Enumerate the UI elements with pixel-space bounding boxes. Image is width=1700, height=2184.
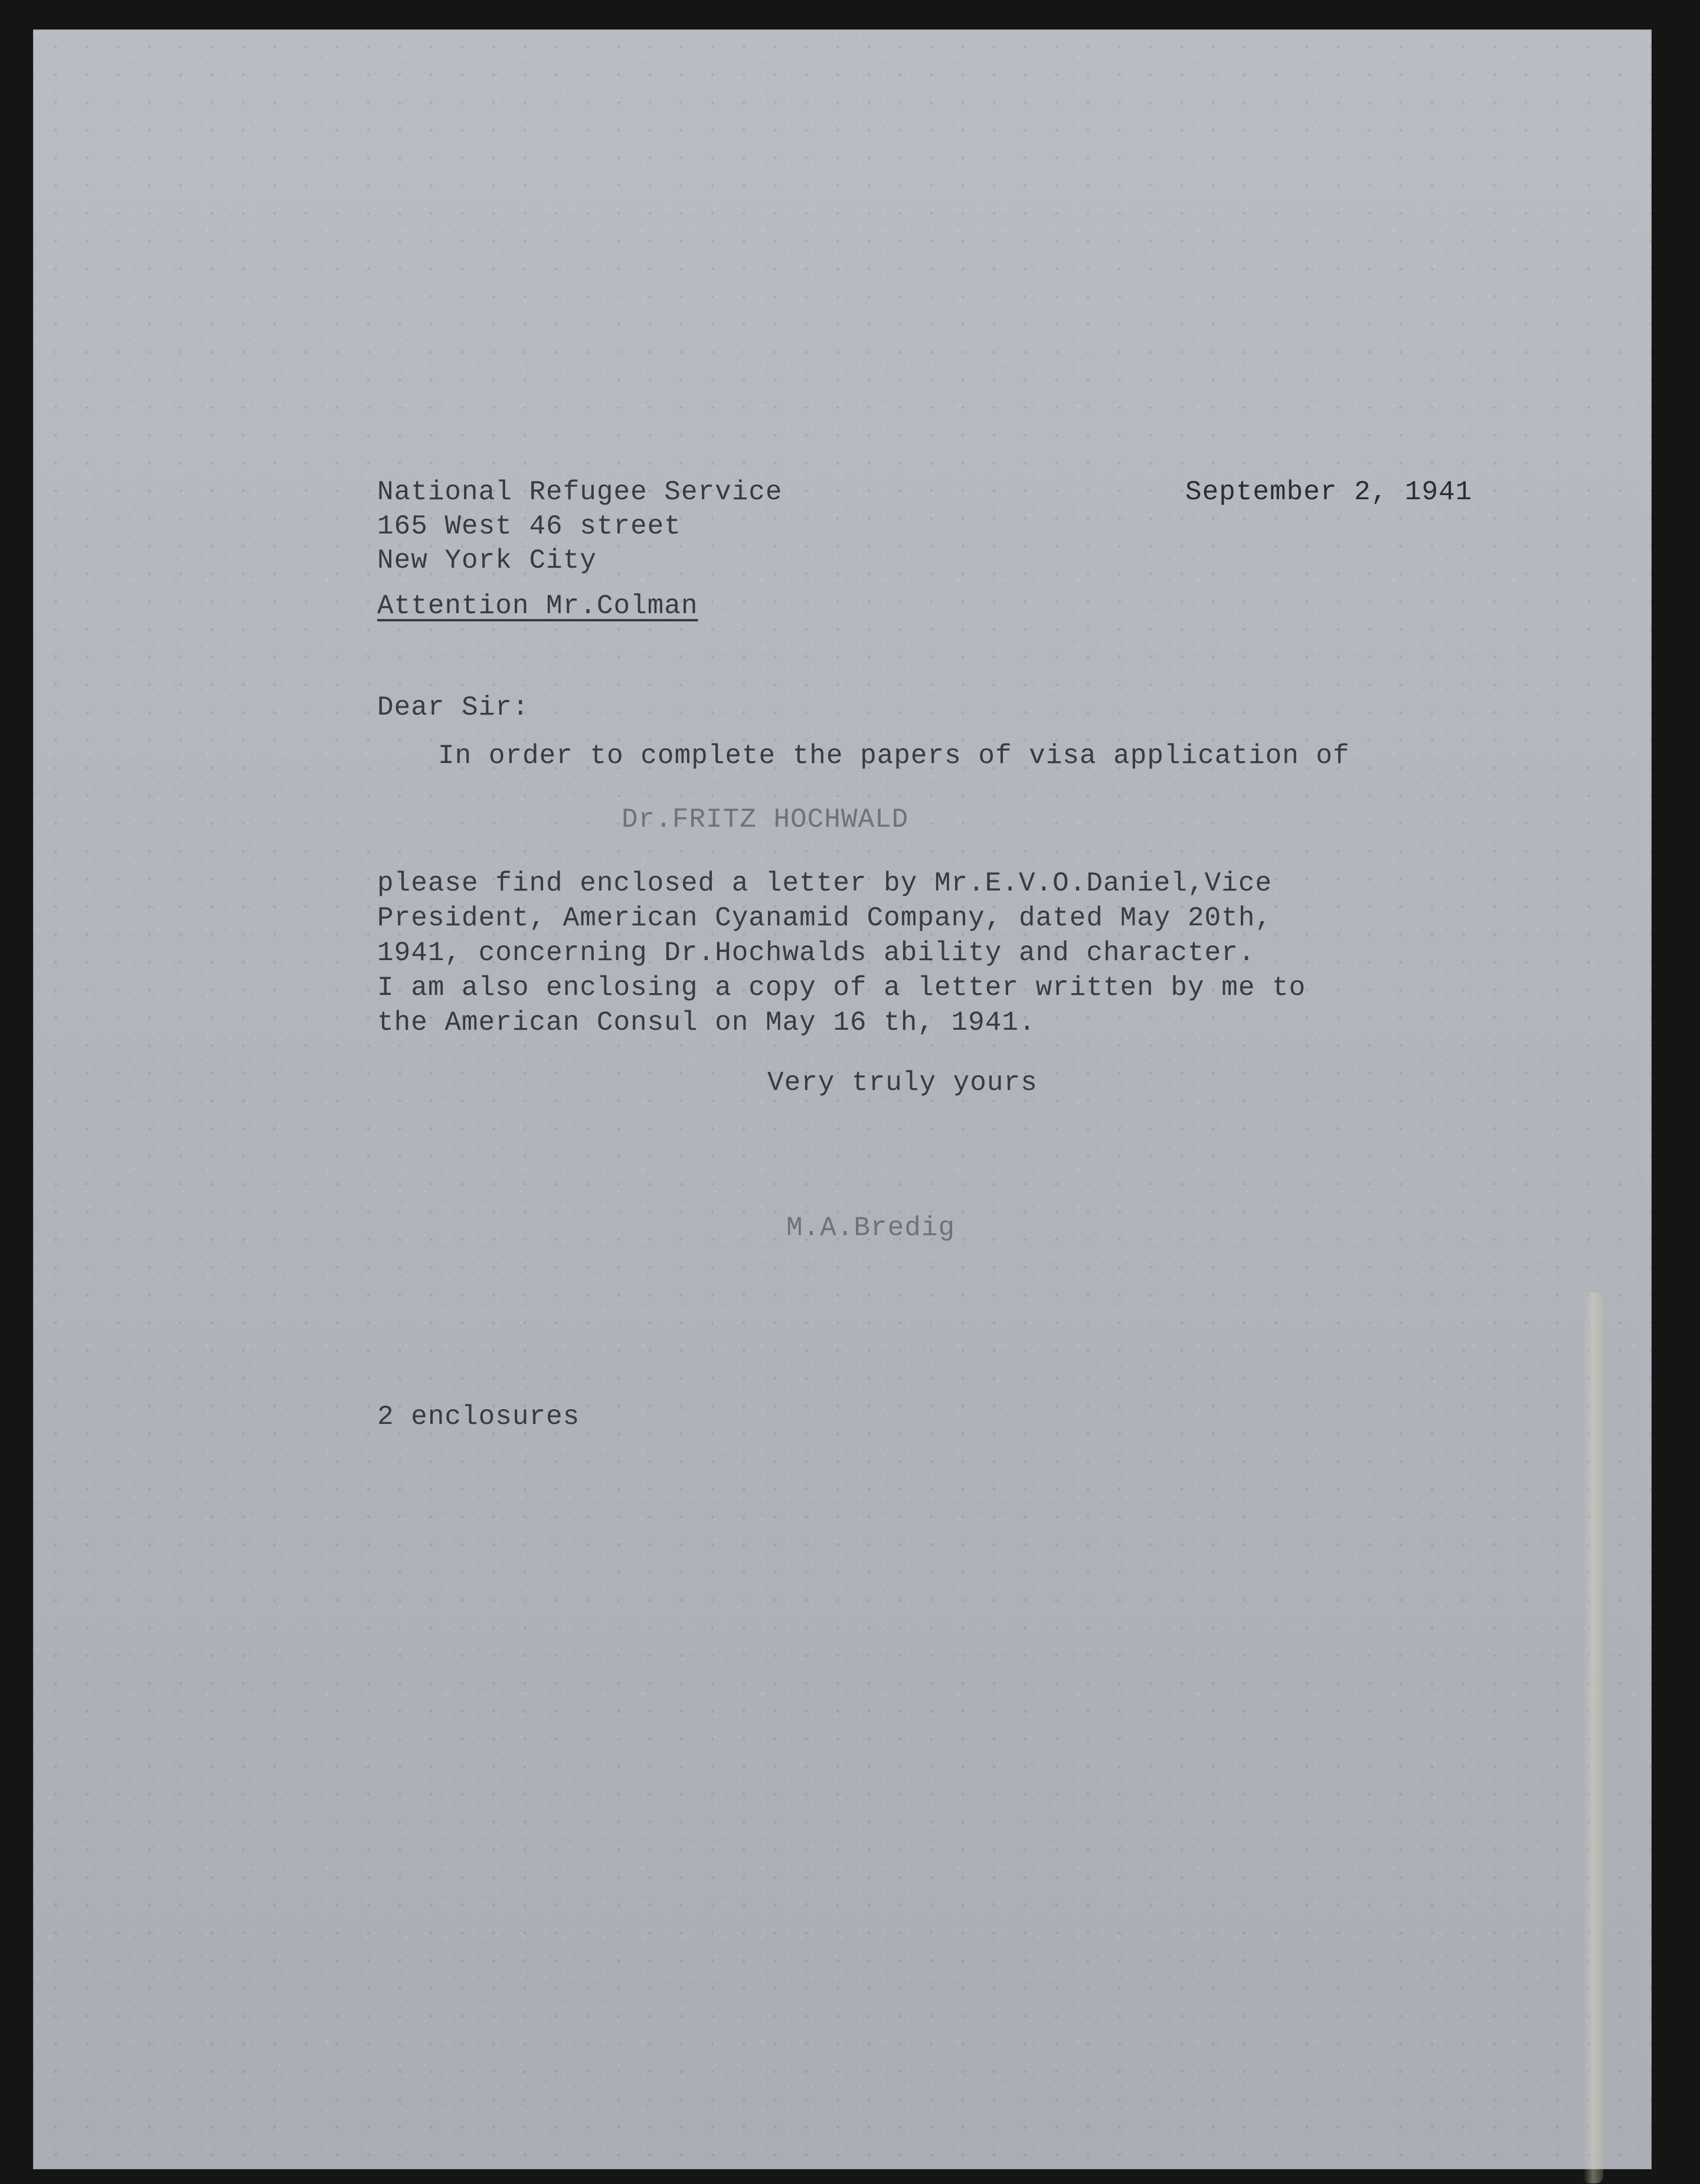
body-intro: In order to complete the papers of visa application of [438,741,1350,771]
recipient-street: 165 West 46 street [377,511,681,542]
paper-edge [1583,1292,1603,2183]
closing: Very truly yours [767,1068,1038,1098]
body-line-1: please find enclosed a letter by Mr.E.V.O.Daniel,Vice [377,868,1273,899]
letter-date: September 2, 1941 [1185,477,1473,507]
applicant-name: Dr.FRITZ HOCHWALD [622,804,909,835]
body-line-5: the American Consul on May 16 th, 1941. [377,1007,1036,1038]
enclosures: 2 enclosures [377,1402,580,1432]
attention-line: Attention Mr.Colman [377,591,698,621]
body-line-2: President, American Cyanamid Company, dated May 20th, [377,903,1273,934]
body-line-4: I am also enclosing a copy of a letter written by me to [377,973,1306,1003]
body-line-3: 1941, concerning Dr.Hochwalds ability and character. [377,938,1256,968]
salutation: Dear Sir: [377,692,529,723]
signature: M.A.Bredig [786,1213,956,1243]
letter-paper [33,30,1652,2169]
recipient-city: New York City [377,545,597,576]
recipient-name: National Refugee Service [377,477,783,507]
